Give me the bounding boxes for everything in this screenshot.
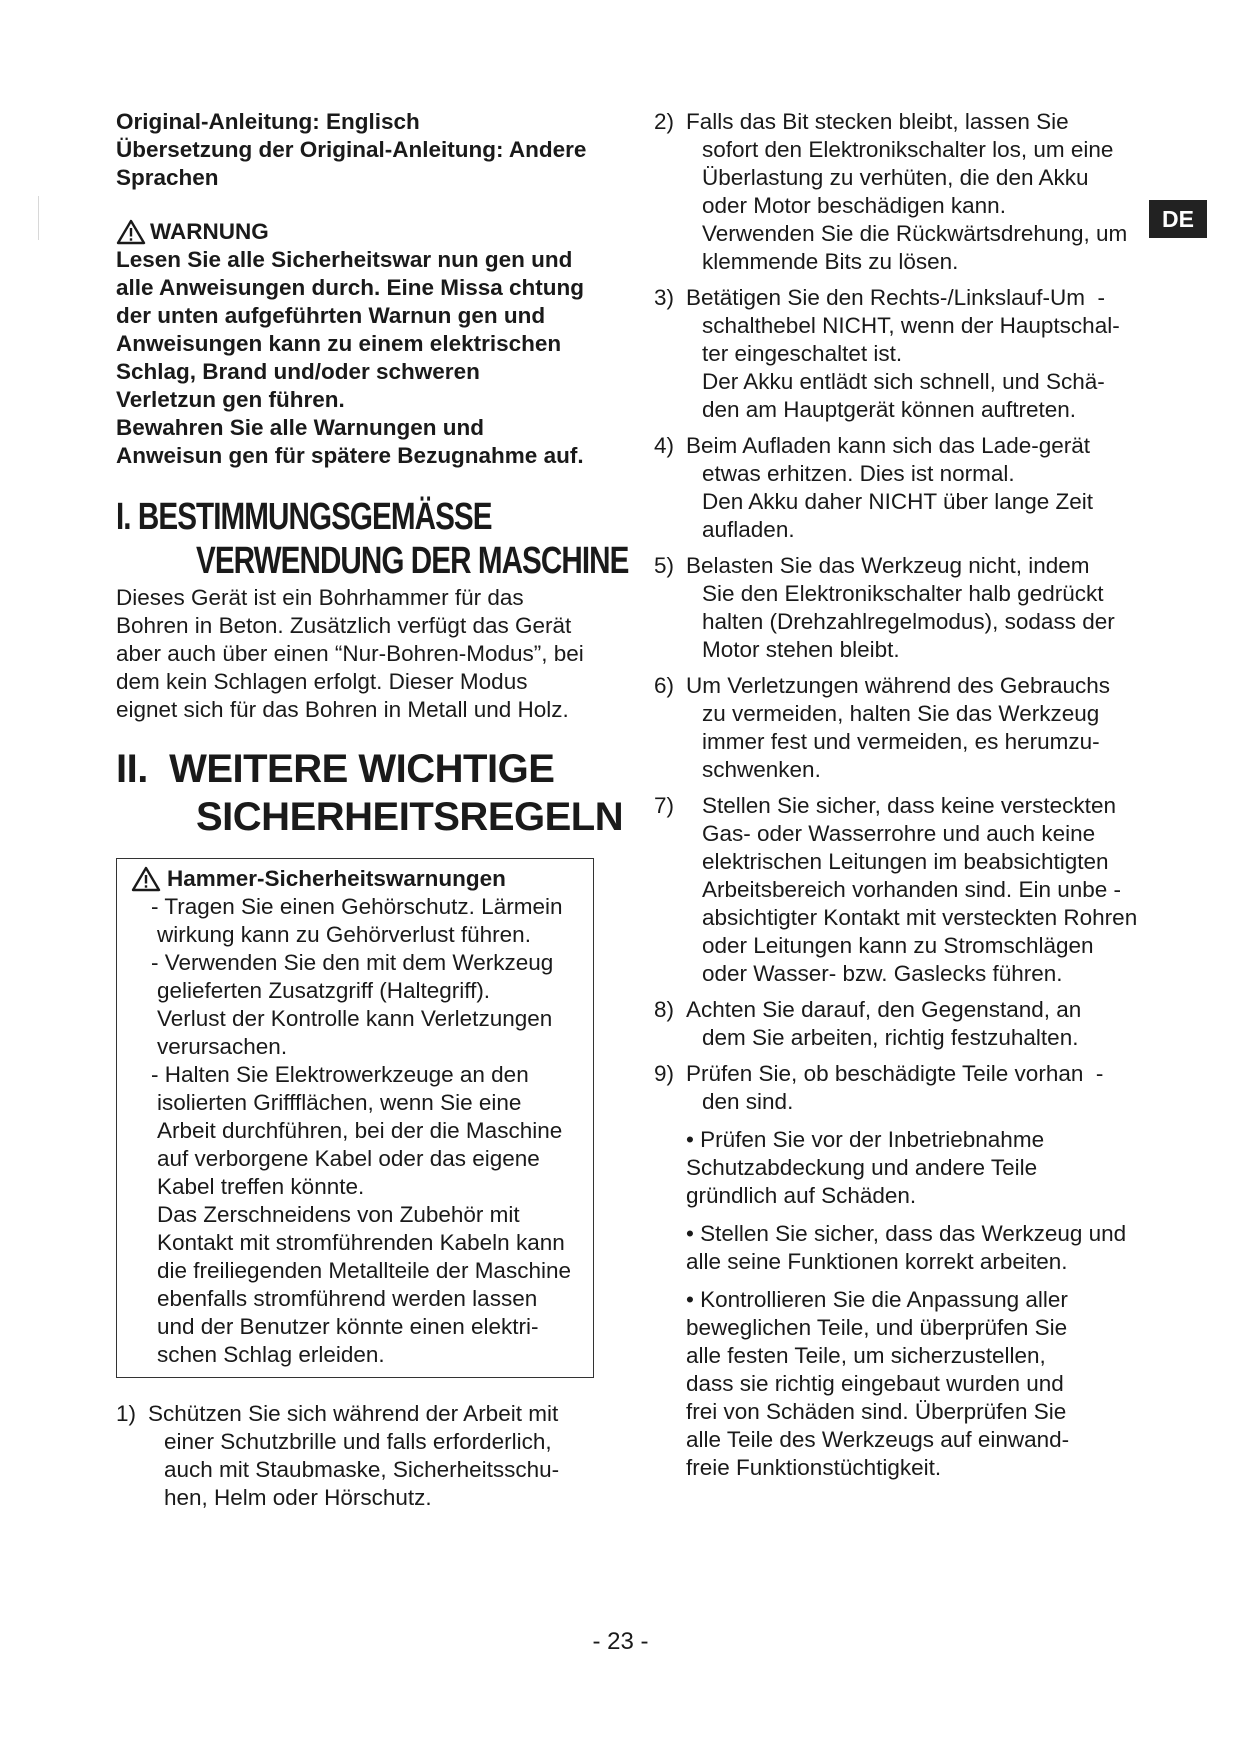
sub-line: gründlich auf Schäden. [686, 1183, 917, 1208]
box-line: Kabel treffen könnte. [157, 1174, 365, 1199]
box-line: Kontakt mit stromführenden Kabeln kann [157, 1230, 565, 1255]
item-text [686, 284, 1144, 424]
item-line: zu vermeiden, halten Sie das Werkzeug [702, 701, 1100, 726]
section2-heading [116, 746, 624, 846]
item-line: Prüfen Sie, ob beschädigte Teile vorhan - [686, 1061, 1104, 1086]
list-item-4 [654, 432, 1144, 544]
box-line: ebenfalls stromführend werden lassen [157, 1286, 538, 1311]
sub-item [686, 1220, 1144, 1276]
item-text [686, 1060, 1144, 1116]
item-line: oder Wasser- bzw. Gaslecks führen. [702, 961, 1063, 986]
item-line: Der Akku entlädt sich schnell, und Schä- [702, 369, 1105, 394]
item-line: schwenken. [702, 757, 821, 782]
item-line: einer Schutzbrille und falls erforderlich, [164, 1429, 552, 1454]
box-heading [131, 865, 579, 893]
item-line: den am Hauptgerät können auftreten. [702, 397, 1077, 422]
item-line: absichtigter Kontakt mit versteckten Rohren [702, 905, 1138, 930]
language-badge: DE [1149, 200, 1207, 238]
box-line: Arbeit durchführen, bei der die Maschine [157, 1118, 563, 1143]
box-line: gelieferten Zusatzgriff (Haltegriff). [157, 978, 491, 1003]
section2-title-line1: II. WEITERE WICHTIGE [116, 747, 555, 791]
section1-body [116, 584, 594, 724]
sub-line: alle Teile des Werkzeugs auf einwand- [686, 1427, 1070, 1452]
item-line: Achten Sie darauf, den Gegenstand, an [686, 997, 1082, 1022]
item-line: etwas erhitzen. Dies ist normal. [702, 461, 1015, 486]
item-line: Schützen Sie sich während der Arbeit mit [148, 1401, 559, 1426]
sub-item [686, 1126, 1144, 1210]
warning-line: Lesen Sie alle Sicherheitswar nun gen und [116, 247, 573, 272]
box-line: und der Benutzer könnte einen elektri- [157, 1314, 539, 1339]
item-line: Belasten Sie das Werkzeug nicht, indem [686, 553, 1090, 578]
sub-line: alle seine Funktionen korrekt arbeiten. [686, 1249, 1068, 1274]
sub-line: frei von Schäden sind. Überprüfen Sie [686, 1399, 1067, 1424]
list-item-7 [654, 792, 1144, 988]
item-number: 6) [654, 673, 675, 698]
item-line: ter eingeschaltet ist. [702, 341, 903, 366]
item-number: 5) [654, 553, 675, 578]
box-line: schen Schlag erleiden. [157, 1342, 385, 1367]
box-line: - Verwenden Sie den mit dem Werkzeug [151, 950, 554, 975]
box-line: - Tragen Sie einen Gehörschutz. Lärmein [151, 894, 563, 919]
box-title: Hammer-Sicherheitswarnungen [167, 866, 506, 891]
section1-heading [116, 494, 629, 584]
item-line: Um Verletzungen während des Gebrauchs [686, 673, 1110, 698]
sub-item [686, 1286, 1144, 1482]
warning-line: Bewahren Sie alle Warnungen und [116, 415, 484, 440]
warning-line: der unten aufgeführten Warnun gen und [116, 303, 546, 328]
item-line: schalthebel NICHT, wenn der Hauptschal- [702, 313, 1120, 338]
left-column [116, 108, 629, 1520]
item-number: 9) [654, 1061, 675, 1086]
item-number: 3) [654, 285, 675, 310]
box-line: isolierten Griffflächen, wenn Sie eine [157, 1090, 522, 1115]
item-line: Falls das Bit stecken bleibt, lassen Sie [686, 109, 1069, 134]
body-line: Dieses Gerät ist ein Bohrhammer für das [116, 585, 524, 610]
item-text [686, 108, 1144, 276]
intro-line: Original-Anleitung: Englisch [116, 109, 420, 134]
body-line: dem kein Schlagen erfolgt. Dieser Modus [116, 669, 528, 694]
list-item-1 [116, 1400, 594, 1512]
sub-line: • Kontrollieren Sie die Anpassung aller [686, 1287, 1068, 1312]
item-line: oder Motor beschädigen kann. [702, 193, 1006, 218]
item-number: 8) [654, 997, 675, 1022]
warning-line: Verletzun gen führen. [116, 387, 345, 412]
section2-title-line2: SICHERHEITSREGELN [196, 795, 624, 839]
list-item-8 [654, 996, 1144, 1052]
item-text [148, 1400, 594, 1512]
page-number: - 23 - [592, 1628, 649, 1655]
list-item-2 [654, 108, 1144, 276]
item-line: Betätigen Sie den Rechts-/Linkslauf-Um - [686, 285, 1105, 310]
warning-heading [116, 218, 594, 246]
sub-line: • Stellen Sie sicher, dass das Werkzeug und [686, 1221, 1127, 1246]
item-line: aufladen. [702, 517, 795, 542]
item-line: Verwenden Sie die Rückwärtsdrehung, um [702, 221, 1128, 246]
warning-triangle-icon [116, 219, 146, 245]
sub-line: alle festen Teile, um sicherzustellen, [686, 1343, 1046, 1368]
item-number: 1) [116, 1401, 137, 1426]
item-text [686, 996, 1144, 1052]
item-line: Stellen Sie sicher, dass keine versteckten [702, 793, 1116, 818]
item-text [686, 792, 1144, 988]
item-line: halten (Drehzahlregelmodus), sodass der [702, 609, 1115, 634]
intro-line: Sprachen [116, 165, 219, 190]
section1-title-line2: VERWENDUNG DER MASCHINE [196, 540, 629, 582]
list-item-6 [654, 672, 1144, 784]
box-line: auf verborgene Kabel oder das eigene [157, 1146, 540, 1171]
warning-line: Schlag, Brand und/oder schweren [116, 359, 480, 384]
item-number: 7) [654, 793, 675, 818]
hammer-safety-box [116, 858, 594, 1378]
item-text [686, 552, 1144, 664]
item-line: Motor stehen bleibt. [702, 637, 900, 662]
list-item-3 [654, 284, 1144, 424]
item-text [686, 672, 1144, 784]
sub-line: Schutzabdeckung und andere Teile [686, 1155, 1038, 1180]
intro-line: Übersetzung der Original-Anleitung: Andere [116, 137, 587, 162]
warning-title: WARNUNG [150, 219, 269, 244]
warning-line: Anweisun gen für spätere Bezugnahme auf. [116, 443, 584, 468]
body-line: aber auch über einen “Nur-Bohren-Modus”, bei [116, 641, 584, 666]
item-line: sofort den Elektronikschalter los, um eine [702, 137, 1114, 162]
item-line: auch mit Staubmaske, Sicherheitsschu- [164, 1457, 560, 1482]
warning-line: alle Anweisungen durch. Eine Missa chtung [116, 275, 584, 300]
item-line: oder Leitungen kann zu Stromschlägen [702, 933, 1094, 958]
item-line: Sie den Elektronikschalter halb gedrückt [702, 581, 1104, 606]
list-item-9 [654, 1060, 1144, 1116]
section1-title-line1: I. BESTIMMUNGSGEMÄSSE [116, 496, 492, 538]
item-line: Beim Aufladen kann sich das Lade-gerät [686, 433, 1091, 458]
item-line: immer fest und vermeiden, es herumzu- [702, 729, 1100, 754]
sub-line: dass sie richtig eingebaut wurden und [686, 1371, 1064, 1396]
item-line: den sind. [702, 1089, 794, 1114]
warning-line: Anweisungen kann zu einem elektrischen [116, 331, 562, 356]
box-line: Das Zerschneidens von Zubehör mit [157, 1202, 520, 1227]
item-line: klemmende Bits zu lösen. [702, 249, 959, 274]
scan-artifact-line [38, 196, 39, 240]
body-line: eignet sich für das Bohren in Metall und Holz. [116, 697, 569, 722]
intro-block [116, 108, 594, 192]
box-line: - Halten Sie Elektrowerkzeuge an den [151, 1062, 529, 1087]
box-line: wirkung kann zu Gehörverlust führen. [157, 922, 531, 947]
item-text [686, 432, 1144, 544]
item-number: 2) [654, 109, 675, 134]
warning-body [116, 246, 594, 470]
box-line: die freiliegenden Metallteile der Maschine [157, 1258, 571, 1283]
item-line: Gas- oder Wasserrohre und auch keine [702, 821, 1096, 846]
list-item-5 [654, 552, 1144, 664]
item-line: dem Sie arbeiten, richtig festzuhalten. [702, 1025, 1079, 1050]
item-line: elektrischen Leitungen im beabsichtigten [702, 849, 1109, 874]
sub-line: • Prüfen Sie vor der Inbetriebnahme [686, 1127, 1045, 1152]
box-line: Verlust der Kontrolle kann Verletzungen [157, 1006, 553, 1031]
item-line: Den Akku daher NICHT über lange Zeit [702, 489, 1094, 514]
item-line: hen, Helm oder Hörschutz. [164, 1485, 432, 1510]
item-line: Arbeitsbereich vorhanden sind. Ein unbe - [702, 877, 1122, 902]
right-column [654, 108, 1144, 1482]
sub-line: beweglichen Teile, und überprüfen Sie [686, 1315, 1068, 1340]
sub-line: freie Funktionstüchtigkeit. [686, 1455, 942, 1480]
box-line: verursachen. [157, 1034, 288, 1059]
body-line: Bohren in Beton. Zusätzlich verfügt das Gerät [116, 613, 572, 638]
item-number: 4) [654, 433, 675, 458]
warning-triangle-icon [131, 866, 161, 892]
item-line: Überlastung zu verhüten, die den Akku [702, 165, 1089, 190]
